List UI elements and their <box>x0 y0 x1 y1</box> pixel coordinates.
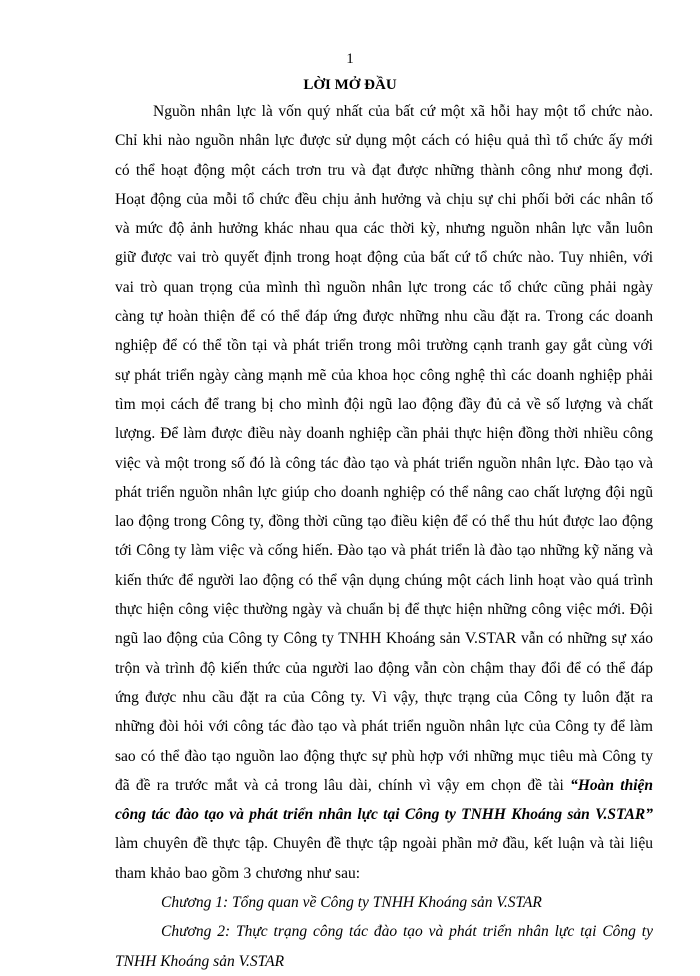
intro-paragraph <box>115 97 653 888</box>
chapter-1-line: Chương 1: Tổng quan về Công ty TNHH Khoáng sản V.STAR <box>161 894 542 912</box>
page-number: 1 <box>346 51 354 67</box>
page-title: LỜI MỞ ĐẦU <box>303 77 397 93</box>
chapter-2-line: Chương 2: Thực trạng công tác đào tạo và phát triển nhân lực tại Công ty TNHH Khoáng sản V.STAR <box>115 923 653 970</box>
intro-text-before-title: Nguồn nhân lực là vốn quý nhất của bất cứ một xã hỗi hay một tổ chức nào. Chỉ khi nào nguồn nhân lực được sử dụng một cách có hiệu quả thì tổ chức ấy mới có thể hoạt động một cách trơn tru và đạt được những thành công như mong đợi. Hoạt động của mỗi tổ chức đều chịu ảnh hưởng và chịu sự chi phối bởi các nhân tố và mức độ ảnh hưởng khác nhau qua các thời kỳ, nhưng nguồn nhân lực vẫn luôn giữ được vai trò quyết định trong hoạt động của bất cứ tổ chức nào. Tuy nhiên, với vai trò quan trọng của mình thì nguồn nhân lực trong các tổ chức cũng phải ngày càng tự hoàn thiện để có thể đáp ứng được những nhu cầu đặt ra. Trong các doanh nghiệp để có thể tồn tại và phát triển trong môi trường cạnh tranh gay gắt cùng với sự phát triển ngày càng mạnh mẽ của khoa học công nghệ thì các doanh nghiệp phải tìm mọi cách để trang bị cho mình đội ngũ lao động đầy đủ cả về số lượng và chất lượng. Để làm được điều này doanh nghiệp cần phải thực hiện đồng thời nhiều công việc và một trong số đó là công tác đào tạo và phát triển nguồn nhân lực. Đào tạo và phát triển nguồn nhân lực giúp cho doanh nghiệp có thể nâng cao chất lượng đội ngũ lao động trong Công ty, đồng thời cũng tạo điều kiện để có thể thu hút được lao động tới Công ty làm việc và cống hiến. Đào tạo và phát triển là đào tạo những kỹ năng và kiến thức để người lao động có thể vận dụng chúng một cách linh hoạt vào quá trình thực hiện công việc thường ngày và chuẩn bị để thực hiện những công việc mới. Đội ngũ lao động của Công ty Công ty TNHH Khoáng sản V.STAR vẫn có những sự xáo trộn và trình độ kiến thức của người lao động vẫn còn chậm thay đổi để có thể đáp ứng được nhu cầu đặt ra của Công ty. Vì vậy, thực trạng của Công ty luôn đặt ra những đòi hỏi với công tác đào tạo và phát triển nguồn nhân lực của Công ty để làm sao có thể đào tạo nguồn lao động thực sự phù hợp với những mục tiêu mà Công ty đã đề ra trước mắt và cả trong lâu dài, chính vì vậy em chọn đề tài <box>115 103 653 794</box>
document-body <box>115 97 653 976</box>
topic-title: “Hoàn thiện công tác đào tạo và phát triển nhân lực tại Công ty TNHH Khoáng sản V.STAR” <box>115 776 653 824</box>
intro-text-after-title: làm chuyên đề thực tập. Chuyên đề thực tập ngoài phần mở đầu, kết luận và tài liệu tham khảo bao gồm 3 chương như sau: <box>115 835 653 882</box>
